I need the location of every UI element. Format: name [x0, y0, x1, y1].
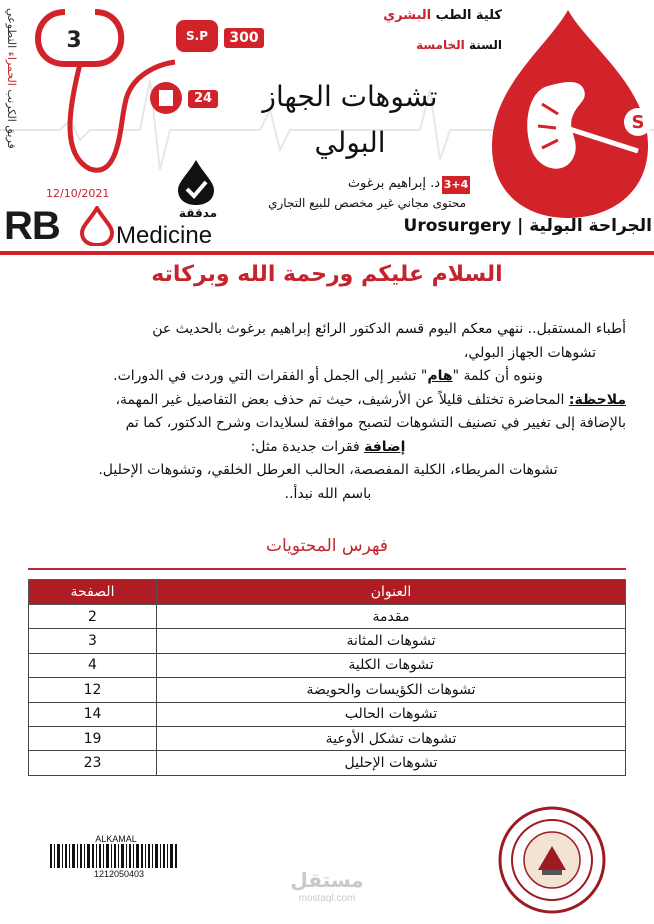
kidney-logo-icon — [488, 6, 654, 222]
cover-header — [0, 0, 654, 252]
year-prefix: السنة — [468, 38, 502, 52]
toc-row-title: تشوهات تشكل الأوعية — [157, 726, 626, 750]
addition-line — [30, 436, 626, 460]
pages-value: 24 — [188, 90, 218, 108]
verified-drop-icon — [176, 158, 216, 206]
brand-medicine: Medicine — [116, 222, 213, 249]
toc-row[interactable] — [29, 751, 626, 775]
toc-row[interactable] — [29, 702, 626, 726]
addition-label: إضافة — [364, 438, 406, 455]
note-line1 — [30, 389, 626, 413]
lecture-number: 3 — [66, 28, 82, 53]
lecture-title-line2: البولي — [314, 126, 386, 159]
intro-line2: تشوهات الجهاز البولي، — [463, 344, 596, 361]
toc-row[interactable] — [29, 726, 626, 750]
free-content-notice: محتوى مجاني غير مخصص للبيع التجاري — [268, 196, 466, 210]
vertical-text-prefix: فريق الكرنب — [5, 89, 18, 149]
barcode-number: 1212050403 — [93, 869, 145, 879]
study-year — [380, 38, 502, 52]
faculty-highlight: البشري — [383, 8, 432, 23]
toc-row-page: 3 — [29, 629, 157, 653]
toc-row-title: تشوهات الكؤيسات والحويضة — [157, 678, 626, 702]
intro-line1: أطباء المستقبل.. ننهي معكم اليوم قسم الدكتور الرائع إبراهيم برغوث بالحديث عن — [152, 321, 626, 337]
toc-row-page: 23 — [29, 751, 157, 775]
toc-row-page: 4 — [29, 653, 157, 677]
toc-row-title: مقدمة — [157, 605, 626, 629]
examples-line: تشوهات المريطاء، الكلية المفصصة، الحالب العرطل الخلقي، وتشوهات الإحليل. — [98, 462, 558, 478]
toc-title-underline — [28, 568, 626, 570]
author-code-badge: 3+4 — [442, 176, 470, 194]
intro-line3 — [30, 365, 626, 389]
lecture-title-line1: تشوهات الجهاز — [262, 80, 438, 113]
intro-paragraph — [30, 318, 626, 506]
brand-rb: RB — [4, 204, 60, 248]
note-line2: بالإضافة إلى تغيير في تصنيف التشوهات لتصبح موافقة لسلايدات وشرح الدكتور، كما تم — [125, 415, 626, 431]
vertical-text-suffix: التطوعي — [5, 8, 18, 49]
intro-line3-part-b: " تشير إلى الجمل أو الفقرات التي وردت في الدورات. — [113, 368, 428, 384]
greeting: السلام عليكم ورحمة الله وبركاته — [151, 262, 503, 287]
note-label: ملاحظة: — [568, 391, 626, 408]
svg-text:S: S — [631, 112, 645, 133]
start-line: باسم الله نبدأ.. — [284, 485, 372, 502]
vertical-text-highlight: الحمراء — [5, 51, 18, 86]
author-name: د. إبراهيم برغوث — [347, 176, 440, 191]
sp-value: 300 — [224, 28, 264, 48]
toc-col-page: الصفحة — [29, 580, 157, 605]
toc-row[interactable] — [29, 629, 626, 653]
important-keyword: هام — [427, 368, 453, 384]
sp-icon: S.P — [176, 20, 218, 52]
year-highlight: الخامسة — [416, 38, 465, 52]
faculty-prefix: كلية الطب — [435, 8, 502, 23]
specialty-title: الجراحة البولية | Urosurgery — [403, 216, 652, 236]
faculty-name — [380, 8, 502, 23]
toc-row-title: تشوهات الكلية — [157, 653, 626, 677]
intro-line3-part-a: وننوه أن كلمة " — [452, 368, 543, 384]
toc-row-title: تشوهات المثانة — [157, 629, 626, 653]
note-text: المحاضرة تختلف قليلاً عن الأرشيف، حيث تم حذف بعض التفاصيل غير المهمة، — [115, 391, 569, 408]
toc-row[interactable] — [29, 653, 626, 677]
brand-drop-icon — [80, 206, 114, 246]
barcode-label: ALKAMAL — [95, 834, 137, 844]
document-icon — [150, 82, 182, 114]
addition-text: فقرات جديدة مثل: — [250, 438, 365, 455]
toc-row-title: تشوهات الإحليل — [157, 751, 626, 775]
header-divider — [0, 251, 654, 255]
toc-title: فهرس المحتويات — [265, 536, 389, 556]
toc-row-page: 19 — [29, 726, 157, 750]
toc-col-title: العنوان — [157, 580, 626, 605]
toc-row[interactable] — [29, 605, 626, 629]
mostaql-watermark-url: mostaql.com — [298, 893, 356, 904]
toc-row-page: 12 — [29, 678, 157, 702]
student-union-seal-icon — [498, 806, 606, 914]
barcode-icon — [50, 844, 178, 868]
toc-row[interactable] — [29, 678, 626, 702]
toc-table — [28, 579, 626, 776]
verified-label: مدققة — [178, 206, 218, 220]
toc-row-page: 2 — [29, 605, 157, 629]
toc-row-title: تشوهات الحالب — [157, 702, 626, 726]
mostaql-watermark: مستقل — [290, 868, 364, 892]
toc-row-page: 14 — [29, 702, 157, 726]
lecture-date: 12/10/2021 — [46, 187, 110, 200]
toc-header-row — [29, 580, 626, 605]
